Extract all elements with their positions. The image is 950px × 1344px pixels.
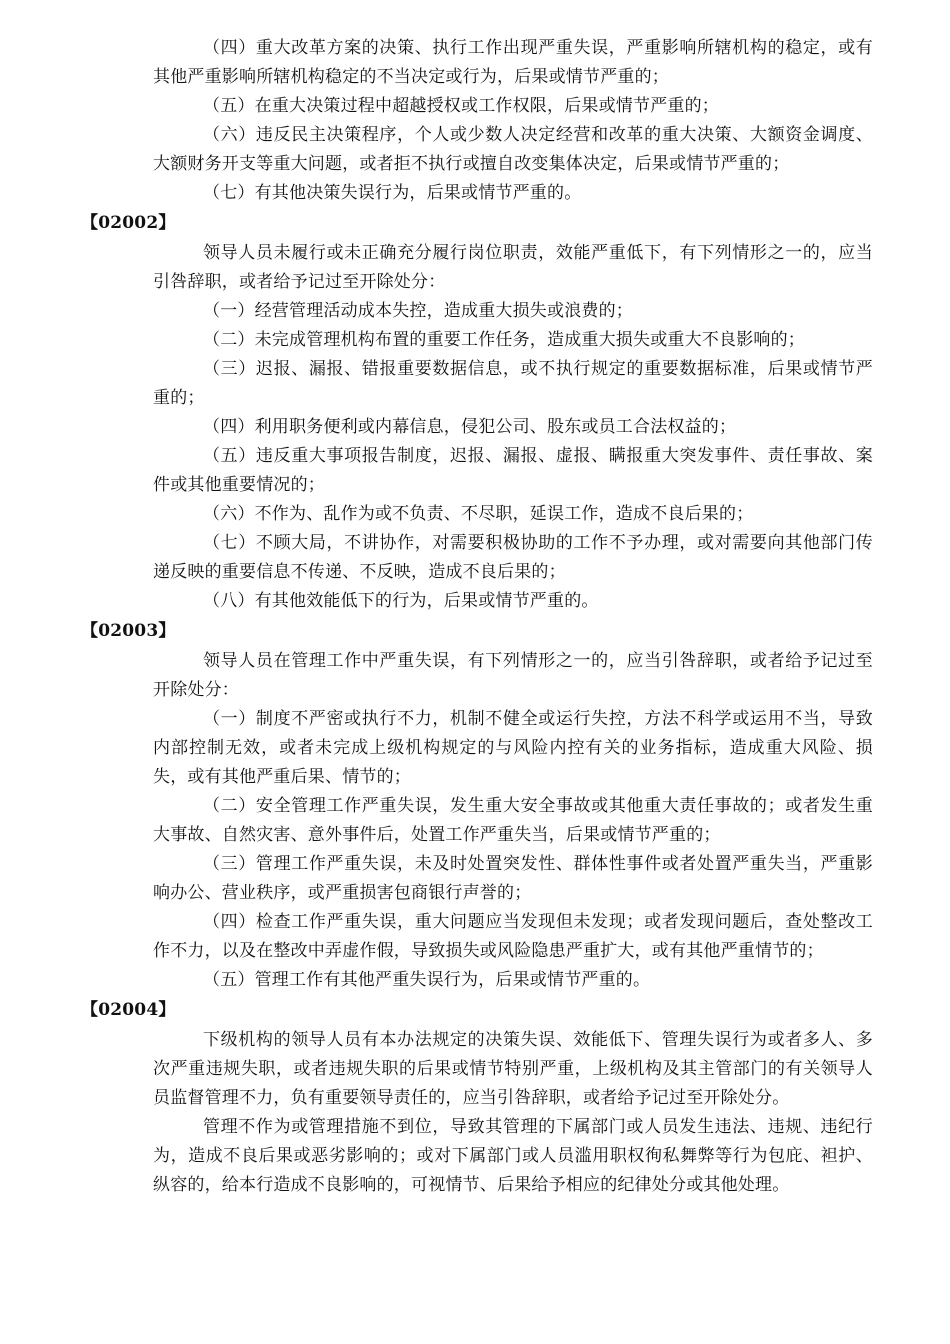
paragraph: （三）管理工作严重失误，未及时处置突发性、群体性事件或者处置严重失当，严重影响办公、营业秩序，或严重损害包商银行声誉的；: [153, 854, 873, 903]
paragraph: （七）不顾大局，不讲协作，对需要积极协助的工作不予办理，或对需要向其他部门传递反映的重要信息不传递、不反映，造成不良后果的；: [153, 533, 873, 582]
paragraph: （五）在重大决策过程中超越授权或工作权限，后果或情节严重的；: [203, 96, 719, 116]
section-02004: [81, 995, 873, 1200]
paragraph: （一）制度不严密或执行不力，机制不健全或运行失控，方法不科学或运用不当，导致内部控制无效，或者未完成上级机构规定的与风险内控有关的业务指标，造成重大风险、损失，或有其他严重后果、情节的；: [153, 709, 873, 787]
paragraph: （八）有其他效能低下的行为，后果或情节严重的。: [203, 591, 599, 611]
paragraph: （二）未完成管理机构布置的重要工作任务，造成重大损失或重大不良影响的；: [203, 330, 805, 350]
paragraph: 管理不作为或管理措施不到位，导致其管理的下属部门或人员发生违法、违规、违纪行为，造成不良后果或恶劣影响的；或对下属部门或人员滥用职权徇私舞弊等行为包庇、袒护、纵容的，给本行造成不良影响的，可视情节、后果给予相应的纪律处分或其他处理。: [153, 1117, 873, 1195]
paragraph: （六）违反民主决策程序，个人或少数人决定经营和改革的重大决策、大额资金调度、大额财务开支等重大问题，或者拒不执行或擅自改变集体决定，后果或情节严重的；: [153, 125, 873, 174]
paragraph: （七）有其他决策失误行为，后果或情节严重的。: [203, 183, 582, 203]
paragraph: 领导人员未履行或未正确充分履行岗位职责，效能严重低下，有下列情形之一的，应当引咎辞职，或者给予记过至开除处分：: [153, 243, 873, 292]
section-02002: [81, 208, 873, 616]
paragraph: （四）检查工作严重失误，重大问题应当发现但未发现；或者发现问题后，查处整改工作不力，以及在整改中弄虚作假，导致损失或风险隐患严重扩大，或有其他严重情节的；: [153, 912, 873, 961]
document-body: [81, 34, 873, 1200]
paragraph: （四）利用职务便利或内幕信息，侵犯公司、股东或员工合法权益的；: [203, 417, 737, 437]
paragraph: （六）不作为、乱作为或不负责、不尽职，延误工作，造成不良后果的；: [203, 504, 754, 524]
paragraph: 领导人员在管理工作中严重失误，有下列情形之一的，应当引咎辞职，或者给予记过至开除处分：: [153, 651, 873, 700]
section-02003: [81, 616, 873, 995]
article-heading: 【02004】: [81, 1000, 176, 1020]
paragraph: 下级机构的领导人员有本办法规定的决策失误、效能低下、管理失误行为或者多人、多次严重违规失职，或者违规失职的后果或情节特别严重，上级机构及其主管部门的有关领导人员监督管理不力，负有重要领导责任的，应当引咎辞职，或者给予记过至开除处分。: [153, 1030, 873, 1108]
section-02001-continued: [153, 34, 873, 208]
paragraph: （五）违反重大事项报告制度，迟报、漏报、虚报、瞒报重大突发事件、责任事故、案件或其他重要情况的；: [153, 446, 873, 495]
paragraph: （四）重大改革方案的决策、执行工作出现严重失误，严重影响所辖机构的稳定，或有其他严重影响所辖机构稳定的不当决定或行为，后果或情节严重的；: [153, 38, 873, 87]
article-heading: 【02003】: [81, 621, 176, 641]
paragraph: （三）迟报、漏报、错报重要数据信息，或不执行规定的重要数据标准，后果或情节严重的；: [153, 359, 873, 408]
paragraph: （二）安全管理工作严重失误，发生重大安全事故或其他重大责任事故的；或者发生重大事故、自然灾害、意外事件后，处置工作严重失当，后果或情节严重的；: [153, 796, 873, 845]
paragraph: （一）经营管理活动成本失控，造成重大损失或浪费的；: [203, 301, 633, 321]
article-heading: 【02002】: [81, 213, 176, 233]
paragraph: （五）管理工作有其他严重失误行为，后果或情节严重的。: [203, 970, 651, 990]
